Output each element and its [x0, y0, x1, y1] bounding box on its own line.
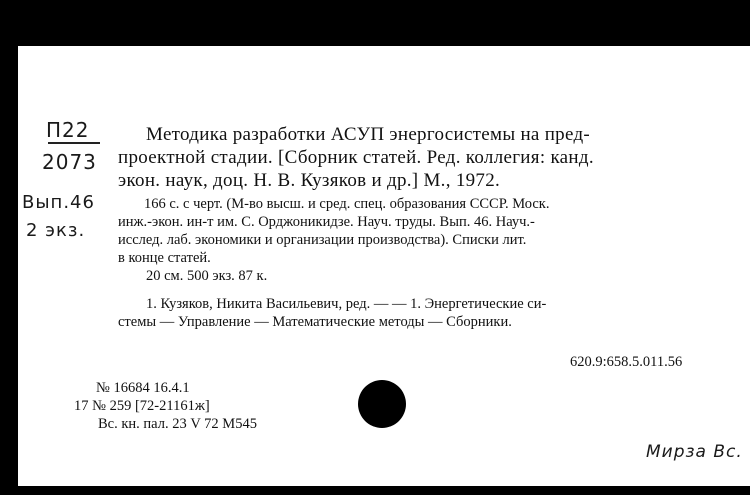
punch-hole — [358, 380, 406, 428]
catalog-card — [18, 46, 750, 486]
shelf-underline — [48, 142, 100, 144]
description-line-3: исслед. лаб. экономики и организации производства). Списки лит. — [118, 232, 527, 248]
title-line-2: проектной стадии. [Сборник статей. Ред. коллегия: канд. — [118, 147, 594, 168]
title-line-3: экон. наук, доц. Н. В. Кузяков и др.] М., 1972. — [118, 170, 501, 191]
tracing-line-1: 1. Кузяков, Никита Васильевич, ред. — — 1. Энергетические си- — [146, 296, 547, 312]
handwritten-signature: Мирза Вс. — [646, 442, 743, 462]
registry-line-2: 17 № 259 [72-21161ж] — [74, 398, 210, 414]
format-line: 20 см. 500 экз. 87 к. — [146, 268, 268, 284]
udc-code: 620.9:658.5.011.56 — [570, 354, 683, 370]
description-line-2: инж.-экон. ин-т им. С. Орджоникидзе. Науч. труды. Вып. 46. Науч.- — [118, 214, 535, 230]
shelf-mark: П22 — [46, 118, 90, 142]
copies-count: 2 экз. — [26, 220, 86, 241]
issue-number: Вып.46 — [22, 192, 95, 213]
description-line-1: 166 с. с черт. (М-во высш. и сред. спец. образования СССР. Моск. — [144, 196, 550, 212]
registry-line-3: Вс. кн. пал. 23 V 72 М545 — [98, 416, 257, 432]
tracing-line-2: стемы — Управление — Математические методы — Сборники. — [118, 314, 512, 330]
accession-number: 2073 — [42, 150, 97, 174]
registry-line-1: № 16684 16.4.1 — [96, 380, 190, 396]
description-line-4: в конце статей. — [118, 250, 211, 266]
title-line-1: Методика разработки АСУП энергосистемы на пред- — [146, 124, 591, 145]
